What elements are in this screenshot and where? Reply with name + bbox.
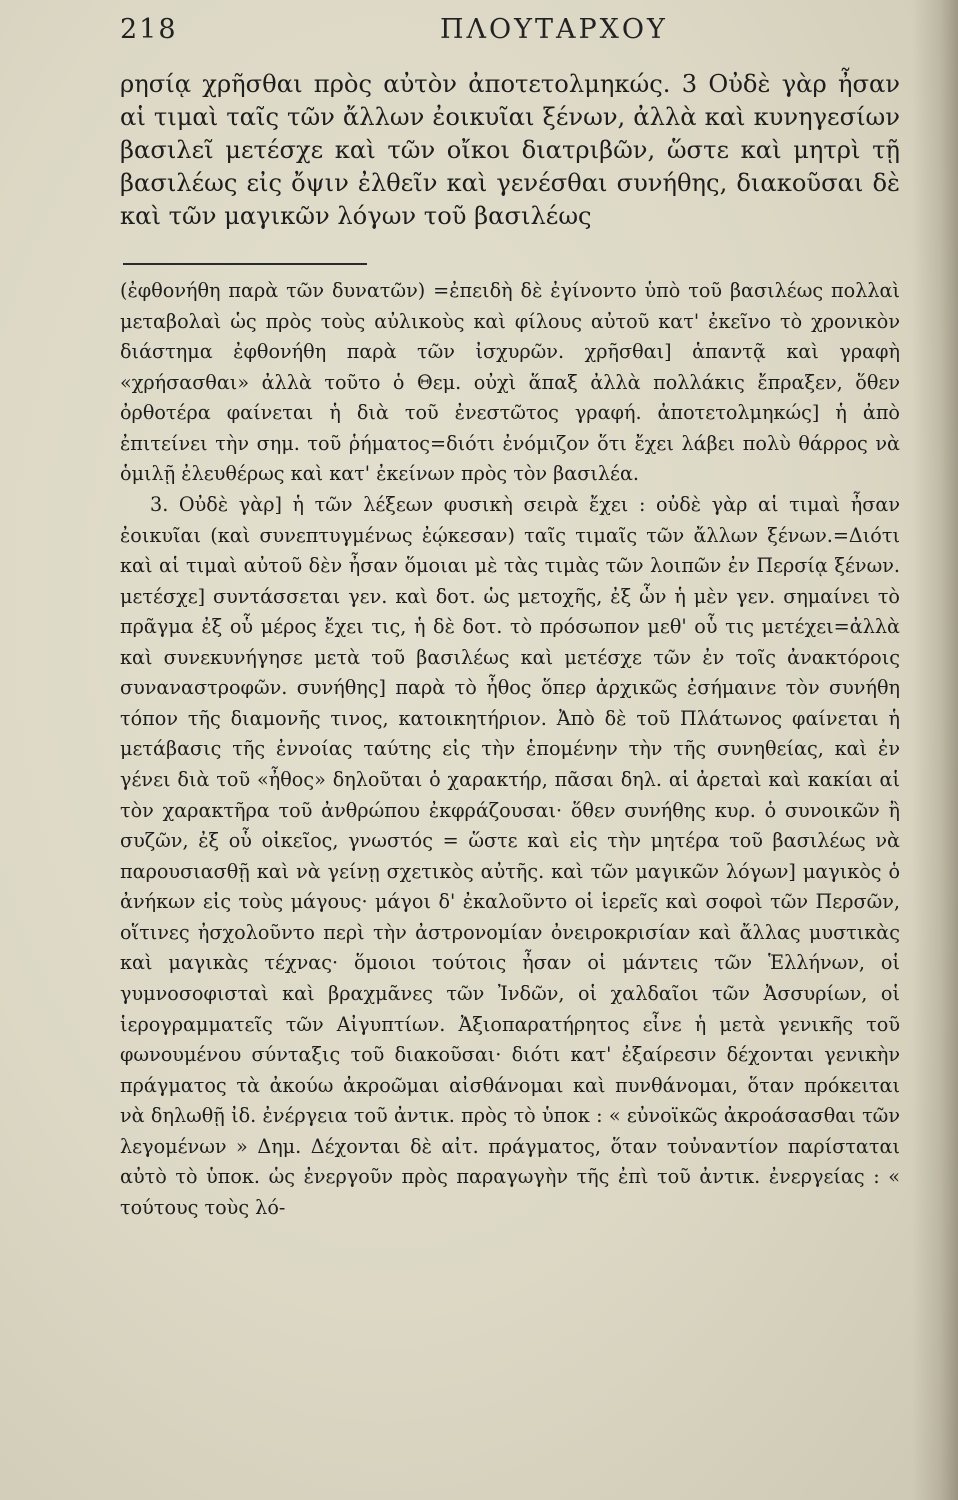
page-edge-shadow bbox=[912, 0, 958, 1500]
page-number: 218 bbox=[120, 14, 178, 45]
page-header bbox=[120, 14, 890, 54]
running-title: ΠΛΟΥΤΑΡΧΟΥ bbox=[440, 14, 668, 45]
footnote-divider bbox=[123, 263, 367, 265]
commentary-paragraph: (ἐφθονήθη παρὰ τῶν δυνατῶν) =ἐπειδὴ δὲ ἐγίνοντο ὑπὸ τοῦ βασιλέως πολλαὶ μεταβολαὶ ὡς πρὸς τοὺς αὐλικοὺς καὶ φίλους αὐτοῦ κατ' ἐκεῖνο τὸ χρονικὸν διάστημα ἐφθονήθη παρὰ τῶν ἰσχυρῶν. χρῆσθαι] ἁπαντᾷ καὶ γραφὴ «χρήσασθαι» ἀλλὰ τοῦτο ὁ Θεμ. οὐχὶ ἅπαξ ἀλλὰ πολλάκις ἔπραξεν, ὅθεν ὀρθοτέρα φαίνεται ἡ διὰ τοῦ ἐνεστῶτος γραφή. ἀποτετολμηκώς] ἡ ἀπὸ ἐπιτείνει τὴν σημ. τοῦ ῥήματος=διότι ἐνόμιζον ὅτι ἔχει λάβει πολὺ θάρρος νὰ ὁμιλῇ ἐλευθέρως καὶ κατ' ἐκείνων πρὸς τὸν βασιλέα. bbox=[120, 279, 900, 486]
main-text: ρησίᾳ χρῆσθαι πρὸς αὐτὸν ἀποτετολμηκώς. 3 Οὐδὲ γὰρ ἦσαν αἱ τιμαὶ ταῖς τῶν ἄλλων ἐοικυῖαι ξένων, ἀλλὰ καὶ κυνηγεσίων βασιλεῖ μετέσχε καὶ τῶν οἴκοι διατριβῶν, ὥστε καὶ μητρὶ τῇ βασιλέως εἰς ὄψιν ἐλθεῖν καὶ γενέσθαι συνήθης, διακοῦσαι δὲ καὶ τῶν μαγικῶν λόγων τοῦ βασιλέως bbox=[120, 70, 900, 230]
commentary-paragraph: 3. Οὐδὲ γὰρ] ἡ τῶν λέξεων φυσικὴ σειρὰ ἔχει : οὐδὲ γὰρ αἱ τιμαὶ ἦσαν ἐοικυῖαι (καὶ συνεπτυγμένως ἐῴκεσαν) ταῖς τιμαῖς τῶν ἄλλων ξένων.=Διότι καὶ αἱ τιμαὶ αὐτοῦ δὲν ἦσαν ὅμοιαι μὲ τὰς τιμὰς τῶν λοιπῶν ἐν Περσίᾳ ξένων. μετέσχε] συντάσσεται γεν. καὶ δοτ. ὡς μετοχῆς, ἐξ ὧν ἡ μὲν γεν. σημαίνει τὸ πρᾶγμα ἐξ οὗ μέρος ἔχει τις, ἡ δὲ δοτ. τὸ πρόσωπον μεθ' οὗ τις μετέχει=ἀλλὰ καὶ συνεκυνήγησε μετὰ τοῦ βασιλέως καὶ μετέσχε τῶν ἐν τοῖς ἀνακτόροις συναναστροφῶν. συνήθης] παρὰ τὸ ἦθος ὅπερ ἀρχικῶς ἐσήμαινε τὸν συνήθη τόπον τῆς διαμονῆς τινος, κατοικητήριον. Ἀπὸ δὲ τοῦ Πλάτωνος φαίνεται ἡ μετάβασις τῆς ἐννοίας ταύτης εἰς τὴν ἑπομένην τὴν τῆς συνηθείας, καὶ ἐν γένει διὰ τοῦ «ἦθος» δηλοῦται ὁ χαρακτήρ, πᾶσαι δηλ. αἱ ἀρεταὶ καὶ κακίαι αἱ τὸν χαρακτῆρα τοῦ ἀνθρώπου ἐκφράζουσαι· ὅθεν συνήθης κυρ. ὁ συνοικῶν ἢ συζῶν, ἐξ οὗ οἰκεῖος, γνωστός = ὥστε καὶ εἰς τὴν μητέρα τοῦ βασιλέως νὰ παρουσιασθῇ καὶ νὰ γείνῃ σχετικὸς αὐτῆς. καὶ τῶν μαγικῶν λόγων] μαγικὸς ὁ ἀνήκων εἰς τοὺς μάγους· μάγοι δ' ἐκαλοῦντο οἱ ἱερεῖς καὶ σοφοὶ τῶν Περσῶν, οἵτινες ἠσχολοῦντο περὶ τὴν ἀστρονομίαν ὀνειροκρισίαν καὶ ἄλλας μυστικὰς καὶ μαγικὰς τέχνας· ὅμοιοι τούτοις ἦσαν οἱ μάντεις τῶν Ἑλλήνων, οἱ γυμνοσοφισταὶ καὶ βραχμᾶνες τῶν Ἰνδῶν, οἱ χαλδαῖοι τῶν Ἀσσυρίων, οἱ ἱερογραμματεῖς τῶν Αἰγυπτίων. Ἀξιοπαρατήρητος εἶνε ἡ μετὰ γενικῆς τοῦ φωνουμένου σύνταξις τοῦ διακοῦσαι· διότι κατ' ἐξαίρεσιν δέχονται γενικὴν πράγματος τὰ ἀκούω ἀκροῶμαι αἰσθάνομαι καὶ πυνθάνομαι, ὅταν πρόκειται νὰ δηλωθῇ ἰδ. ἐνέργεια τοῦ ἀντικ. πρὸς τὸ ὑποκ : « εὐνοϊκῶς ἀκροάσασθαι τῶν λεγομένων » Δημ. Δέχονται δὲ αἰτ. πράγματος, ὅταν τοὐναντίον παρίσταται αὐτὸ τὸ ὑποκ. ὡς ἐνεργοῦν πρὸς παραγωγὴν τῆς ἐπὶ τοῦ ἀντικ. ἐνεργείας : « τούτους τοὺς λό- bbox=[120, 492, 900, 1219]
commentary-notes bbox=[120, 276, 900, 1223]
